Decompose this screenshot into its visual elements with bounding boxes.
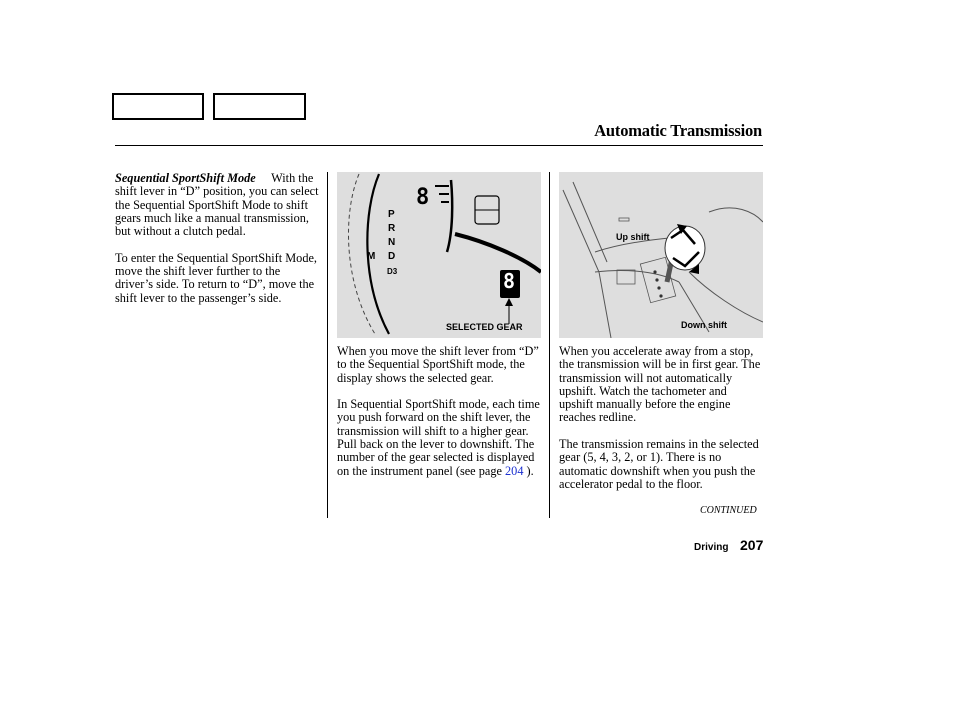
shift-lever-illustration [559, 172, 763, 338]
paragraph-shift-operation [337, 398, 545, 478]
instrument-panel-figure [337, 172, 541, 338]
paragraph-first-gear: When you accelerate away from a stop, the transmission will be in first gear. The transmission will not automatically upshift. Watch the tachometer and upshift manually before the engine reaches redline. [559, 344, 761, 425]
continued-label: CONTINUED [700, 505, 757, 516]
gear-letter-d: D [388, 251, 396, 262]
column-1 [115, 172, 320, 318]
selected-gear-caption: SELECTED GEAR [446, 322, 523, 332]
column-divider-2 [549, 172, 550, 518]
gear-letter-d3: D3 [387, 267, 398, 276]
down-shift-label: Down shift [681, 320, 727, 330]
page-number: 207 [740, 537, 764, 553]
up-shift-label: Up shift [616, 232, 650, 242]
nav-button-2[interactable] [213, 93, 306, 120]
paragraph-display-gear: When you move the shift lever from “D” to the Sequential SportShift mode, the display shows the selected gear. [337, 344, 539, 385]
manual-mode-label: M [367, 251, 376, 262]
page-reference-link[interactable]: 204 [505, 463, 524, 478]
column-3 [559, 345, 763, 505]
nav-button-1[interactable] [112, 93, 204, 120]
paragraph-enter-mode: To enter the Sequential SportShift Mode, move the shift lever further to the driver’s side. To return to “D”, move the shift lever to the passenger’s side. [115, 250, 318, 305]
gear-letter-r: R [388, 223, 396, 234]
selected-gear-digit: 8 [503, 269, 516, 293]
paragraph-text-end: ). [523, 463, 534, 478]
column-divider-1 [327, 172, 328, 518]
paragraph-sportshift-intro [115, 172, 320, 238]
paragraph-text: With the shift lever in “D” position, you can select the Sequential SportShift Mode to shift gears much like a manual transmission, but without a clutch pedal. [115, 171, 319, 239]
page-title: Automatic Transmission [594, 121, 762, 140]
footer-section: Driving [694, 542, 729, 553]
column-2 [337, 345, 545, 491]
large-gear-digit: 8 [416, 185, 430, 210]
title-rule [115, 145, 763, 146]
gear-letter-p: P [388, 209, 395, 220]
shift-lever-figure [559, 172, 763, 338]
subheading: Sequential SportShift Mode [115, 171, 256, 185]
gear-letter-n: N [388, 237, 396, 248]
paragraph-text: In Sequential SportShift mode, each time you push forward on the shift lever, the transmission will shift to a higher gear. Pull back on the lever to downshift. The number of the gear selected is displayed on the instrument panel (see page [337, 397, 540, 478]
paragraph-no-downshift: The transmission remains in the selected gear (5, 4, 3, 2, or 1). There is no automatic downshift when you push the accelerator pedal to the floor. [559, 437, 759, 491]
